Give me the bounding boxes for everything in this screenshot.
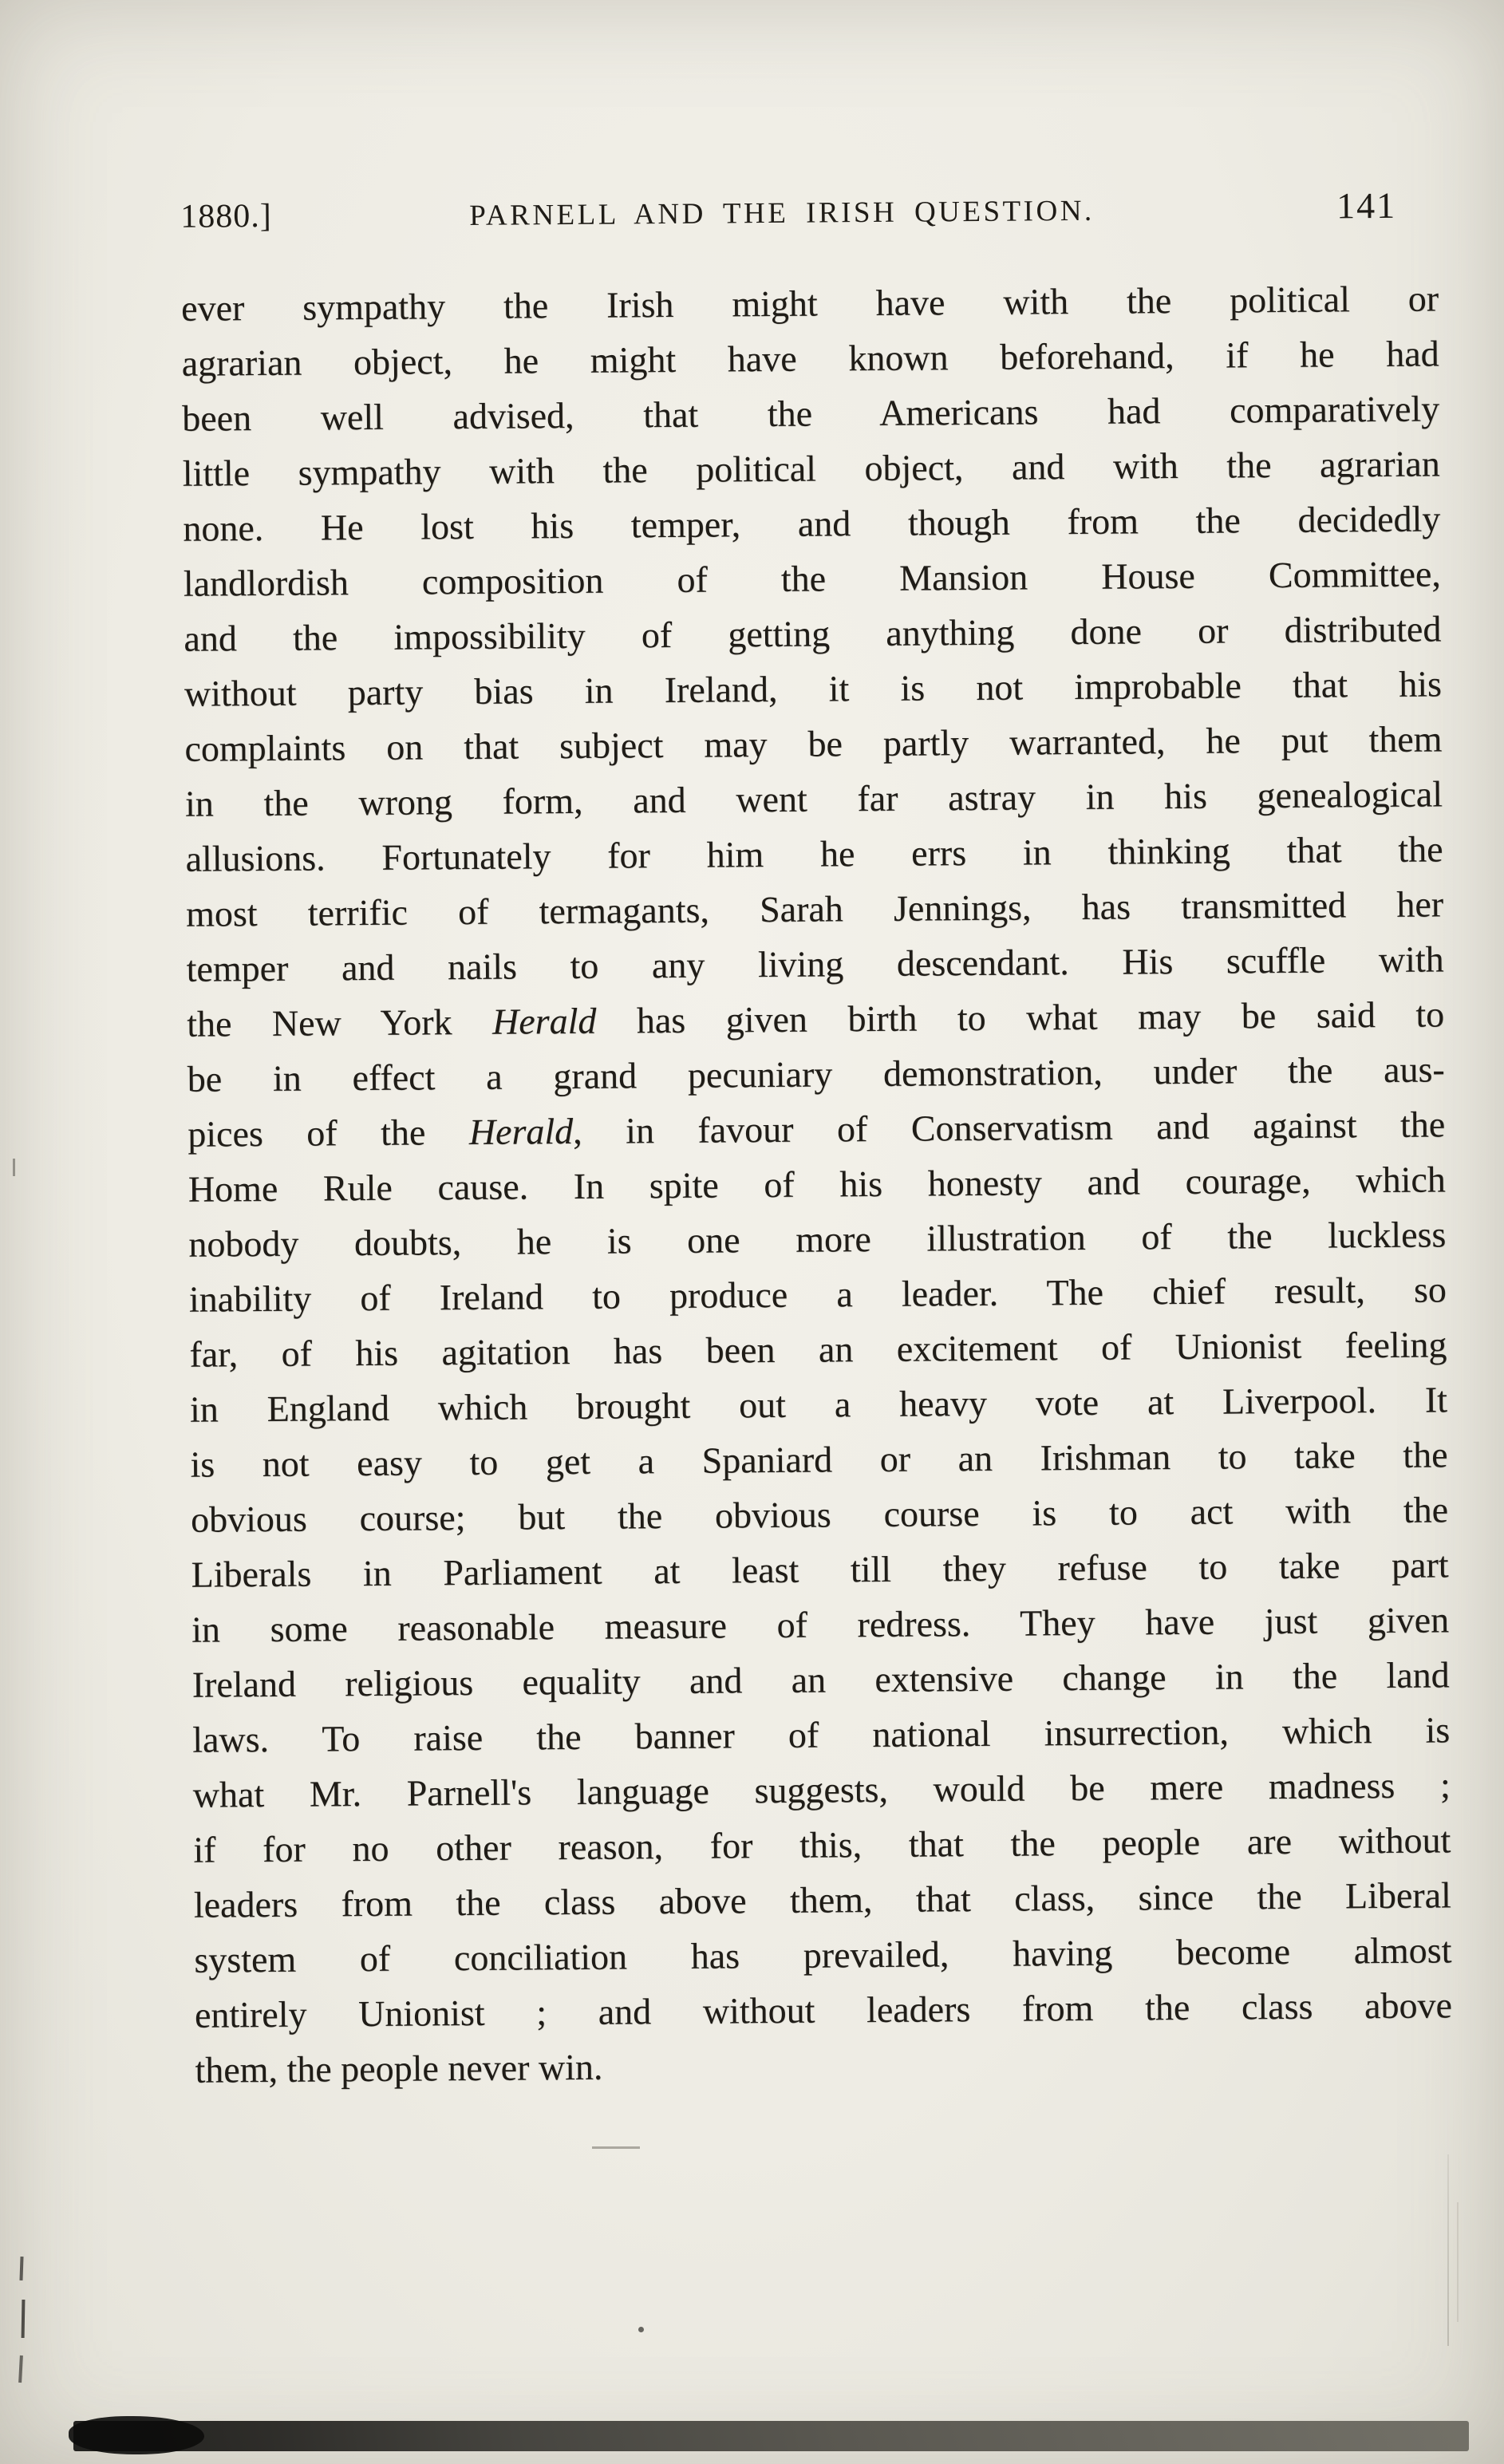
body-line: landlordish composition of the Mansion House Committee, [183, 553, 1442, 604]
header-page-number: 141 [1336, 184, 1397, 227]
body-line: leaders from the class above them, that class, since the Liberal [193, 1874, 1452, 1925]
body-line: the New York Herald has given birth to what may be said to [186, 993, 1445, 1044]
body-line: what Mr. Parnell's language suggests, would be mere madness ; [192, 1764, 1451, 1815]
body-line: laws. To raise the banner of national insurrection, which is [192, 1709, 1451, 1760]
header-year: 1880.] [180, 197, 272, 235]
body-line: in the wrong form, and went far astray in his genealogical [184, 773, 1443, 824]
body-line: far, of his agitation has been an excitement of Unionist feeling [189, 1324, 1447, 1375]
body-line: been well advised, that the Americans had comparatively [182, 388, 1440, 439]
body-line: Ireland religious equality and an extensive change in the land [191, 1654, 1450, 1705]
page-content [180, 184, 1453, 2097]
body-text [181, 270, 1453, 2097]
body-line: without party bias in Ireland, it is not improbable that his [184, 663, 1443, 714]
body-line: be in effect a grand pecuniary demonstration, under the aus- [187, 1048, 1445, 1100]
body-line: Home Rule cause. In spite of his honesty and courage, which [188, 1159, 1446, 1210]
body-line: if for no other reason, for this, that the people are without [193, 1819, 1451, 1870]
body-line: obvious course; but the obvious course is to act with the [190, 1489, 1449, 1540]
body-line: pices of the Herald, in favour of Conservatism and against the [188, 1104, 1446, 1155]
body-line: little sympathy with the political object, and with the agrarian [182, 443, 1440, 494]
header-title: PARNELL AND THE IRISH QUESTION. [469, 194, 1095, 232]
body-line: temper and nails to any living descendant. His scuffle with [186, 938, 1444, 989]
body-line: none. He lost his temper, and though from the decidedly [183, 498, 1441, 549]
body-line: them, the people never win. [195, 2046, 603, 2091]
body-line: and the impossibility of getting anything done or distributed [184, 608, 1442, 659]
body-line: nobody doubts, he is one more illustration of the luckless [188, 1214, 1447, 1265]
body-line: system of conciliation has prevailed, having become almost [194, 1929, 1452, 1980]
body-line: is not easy to get a Spaniard or an Irishman to take the [190, 1434, 1448, 1485]
body-line: allusions. Fortunately for him he errs in thinking that the [185, 828, 1443, 879]
body-line: in England which brought out a heavy vote at Liverpool. It [189, 1379, 1448, 1430]
body-line: Liberals in Parliament at least till they refuse to take part [191, 1544, 1449, 1595]
body-line: complaints on that subject may be partly warranted, he put them [184, 718, 1443, 769]
body-line: agrarian object, he might have known beforehand, if he had [181, 333, 1439, 384]
body-line: inability of Ireland to produce a leader. The chief result, so [188, 1269, 1447, 1320]
body-line: in some reasonable measure of redress. They have just given [191, 1599, 1450, 1650]
body-line: entirely Unionist ; and without leaders from the class above [194, 1984, 1453, 2036]
body-line: most terrific of termagants, Sarah Jennings, has transmitted her [185, 883, 1444, 934]
page-header [180, 184, 1438, 235]
body-line: ever sympathy the Irish might have with the political or [180, 278, 1439, 329]
